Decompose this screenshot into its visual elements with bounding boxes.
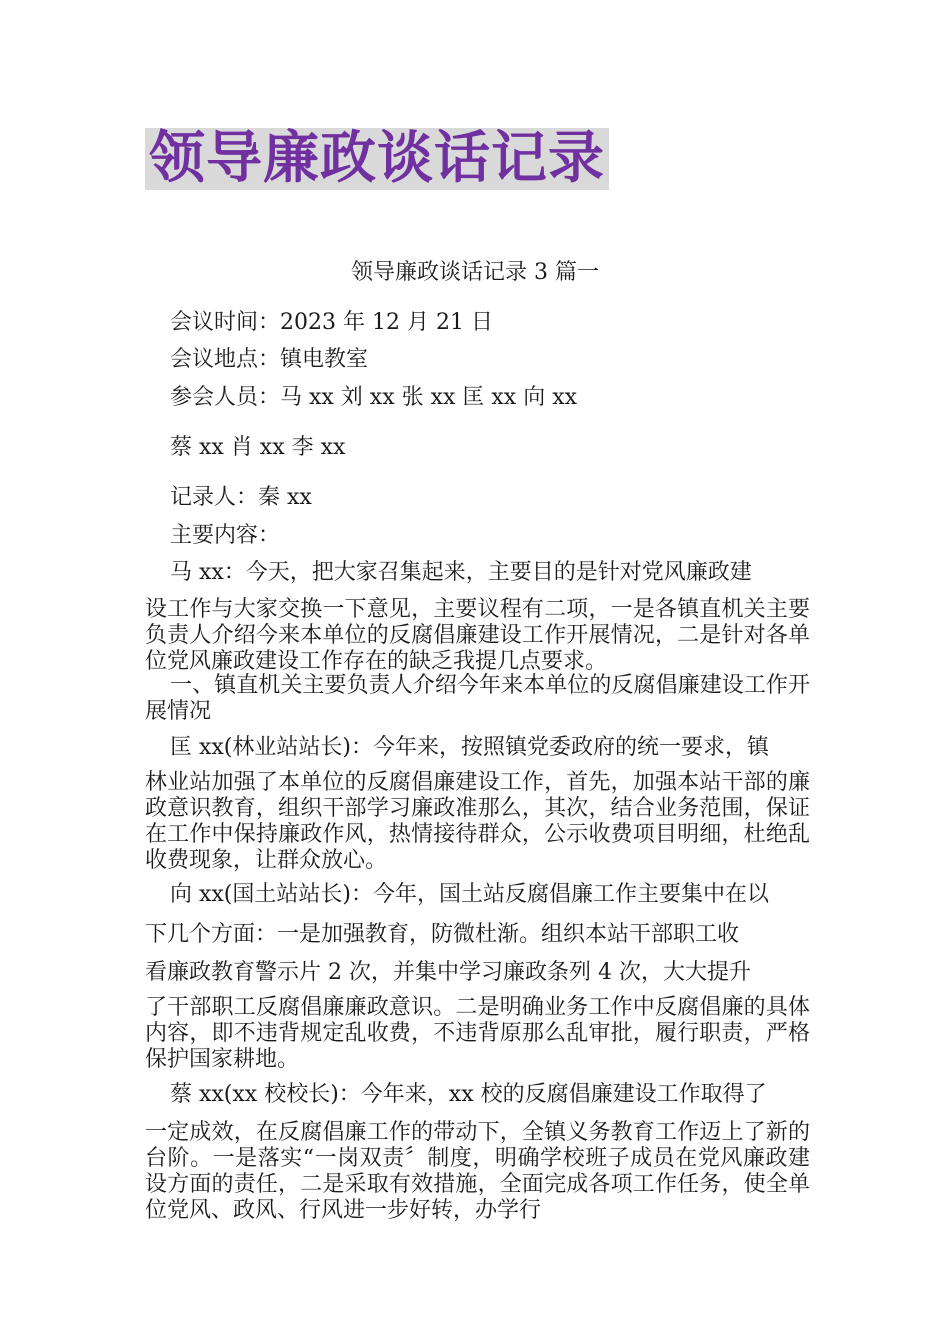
meeting-time: 会议时间：2023 年 12 月 21 日 <box>170 310 493 335</box>
xiang-speech-body: 了干部职工反腐倡廉廉政意识。二是明确业务工作中反腐倡廉的具体内容，即不违背规定乱收费，不违背原那么乱审批，履行职责，严格保护国家耕地。 <box>145 995 810 1072</box>
kuang-speech-body: 林业站加强了本单位的反腐倡廉建设工作，首先，加强本站干部的廉政意识教育，组织干部学习廉政准那么，其次，结合业务范围，保证在工作中保持廉政作风，热情接待群众，公示收费项目明细，杜绝乱收费现象，让群众放心。 <box>145 770 810 873</box>
xiang-speech-line-3: 看廉政教育警示片 2 次，并集中学习廉政条列 4 次，大大提升 <box>145 960 751 985</box>
meeting-place: 会议地点：镇电教室 <box>170 347 369 372</box>
ma-speech-first-line: 马 xx：今天，把大家召集起来，主要目的是针对党风廉政建 <box>170 560 752 585</box>
recorder: 记录人：秦 xx <box>170 485 312 510</box>
cai-speech-first-line: 蔡 xx(xx 校校长)：今年来，xx 校的反腐倡廉建设工作取得了 <box>170 1082 767 1107</box>
xiang-speech-line-2: 下几个方面：一是加强教育，防微杜渐。组织本站干部职工收 <box>145 922 740 947</box>
cai-speech-body: 一定成效，在反腐倡廉工作的带动下，全镇义务教育工作迈上了新的台阶。一是落实“一岗双责〞制度，明确学校班子成员在党风廉政建设方面的责任，二是采取有效措施，全面完成各项工作任务，使全单位党风、政风、行风进一步好转，办学行 <box>145 1120 810 1223</box>
attendees-line-1: 参会人员：马 xx 刘 xx 张 xx 匡 xx 向 xx <box>170 385 578 410</box>
ma-speech-body: 设工作与大家交换一下意见，主要议程有二项，一是各镇直机关主要负责人介绍今来本单位的反腐倡廉建设工作开展情况，二是针对各单位党风廉政建设工作存在的缺乏我提几点要求。 <box>145 597 810 674</box>
main-content-label: 主要内容： <box>170 523 281 548</box>
attendees-line-2: 蔡 xx 肖 xx 李 xx <box>170 435 346 460</box>
xiang-speech-line-1: 向 xx(国土站站长)：今年，国土站反腐倡廉工作主要集中在以 <box>170 882 769 907</box>
document-subtitle: 领导廉政谈话记录 3 篇一 <box>351 260 599 285</box>
kuang-speech-first-line: 匡 xx(林业站站长)：今年来，按照镇党委政府的统一要求，镇 <box>170 735 769 760</box>
section-one-heading: 一、镇直机关主要负责人介绍今年来本单位的反腐倡廉建设工作开展情况 <box>145 673 810 724</box>
document-title: 领导廉政谈话记录 <box>145 128 609 190</box>
